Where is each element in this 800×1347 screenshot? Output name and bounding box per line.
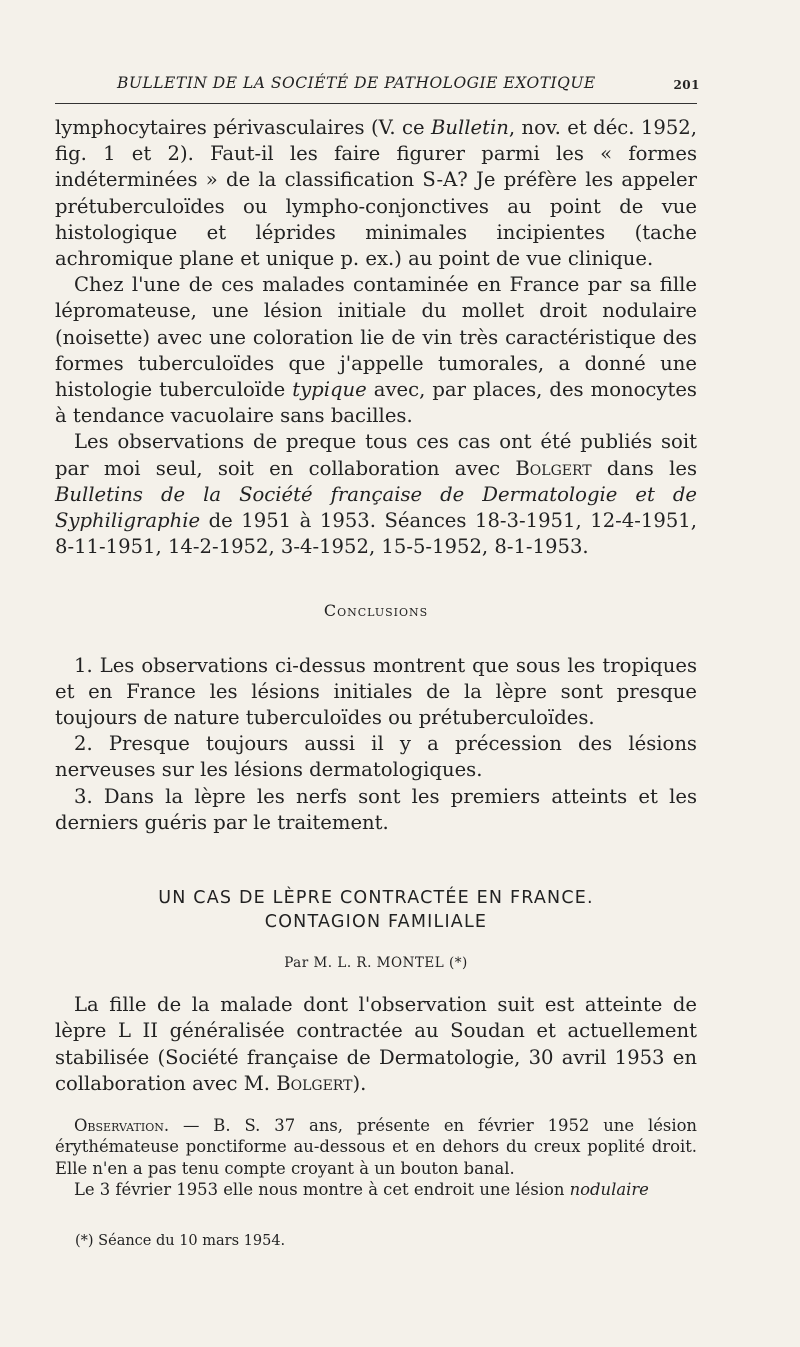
observation-paragraph-2: Le 3 février 1953 elle nous montre à cet endroit une lésion nodulaire xyxy=(74,1179,649,1199)
conclusion-item: 2. Presque toujours aussi il y a précession des lésions nerveuses sur les lésions dermatologiques. xyxy=(55,732,697,782)
running-title: BULLETIN DE LA SOCIÉTÉ DE PATHOLOGIE EXOTIQUE xyxy=(117,74,596,92)
conclusion-item: 1. Les observations ci-dessus montrent que sous les tropiques et en France les lésions initiales de la lèpre sont presque toujours de nature tuberculoïdes ou prétuberculoïdes. xyxy=(55,653,697,730)
observation-paragraph: Observation. — B. S. 37 ans, présente en février 1952 une lésion érythémateuse ponctiforme au-dessous et en dehors du creux poplité droit. Elle n'en a pas tenu compte croyant à un bouton banal. xyxy=(55,1116,697,1178)
observation-label: Observation. xyxy=(74,1116,170,1136)
article-title: UN CAS DE LÈPRE CONTRACTÉE EN FRANCE. CONTAGION FAMILIALE xyxy=(158,888,594,933)
paragraph-2: Chez l'une de ces malades contaminée en France par sa fille lépromateuse, une lésion initiale du mollet droit nodulaire (noisette) avec une coloration lie de vin très caractéristique des formes tuberculoïdes que j'appelle tumorales, a donné une histologie tuberculoïde typique avec, par places, des monocytes à tendance vacuolaire sans bacilles. xyxy=(55,273,697,428)
article-intro: La fille de la malade dont l'observation suit est atteinte de lèpre L II généralisée contractée au Soudan et actuellement stabilisée (Société française de Dermatologie, 30 avril 1953 en collaboration avec M. Bolgert). xyxy=(55,993,697,1095)
conclusion-item: 3. Dans la lèpre les nerfs sont les premiers atteints et les derniers guéris par le traitement. xyxy=(55,784,697,834)
article-byline: Par M. L. R. MONTEL (*) xyxy=(284,955,468,972)
paragraph-1: lymphocytaires périvasculaires (V. ce Bulletin, nov. et déc. 1952, fig. 1 et 2). Faut-il les faire figurer parmi les « formes indéterminées » de la classification S-A? Je préfère les appeler prétuberculoïdes ou lympho-conjonctives au point de vue histologique et léprides minimales incipientes (tache achromique plane et unique p. ex.) au point de vue clinique. xyxy=(55,116,697,271)
paragraph-3: Les observations de preque tous ces cas ont été publiés soit par moi seul, soit en collaboration avec Bolgert dans les Bulletins de la Société française de Dermatologie et de Syphiligraphie de 1951 à 1953. Séances 18-3-1951, 12-4-1951, 8-11-1951, 14-2-1952, 3-4-1952, 15-5-1952, 8-1-1953. xyxy=(55,430,697,559)
conclusions-heading: Conclusions xyxy=(323,601,429,621)
footnote: (*) Séance du 10 mars 1954. xyxy=(75,1233,286,1250)
observation-block xyxy=(55,1115,697,1200)
page-number: 201 xyxy=(673,78,700,92)
header-rule xyxy=(55,103,697,104)
body-text xyxy=(55,115,697,1254)
